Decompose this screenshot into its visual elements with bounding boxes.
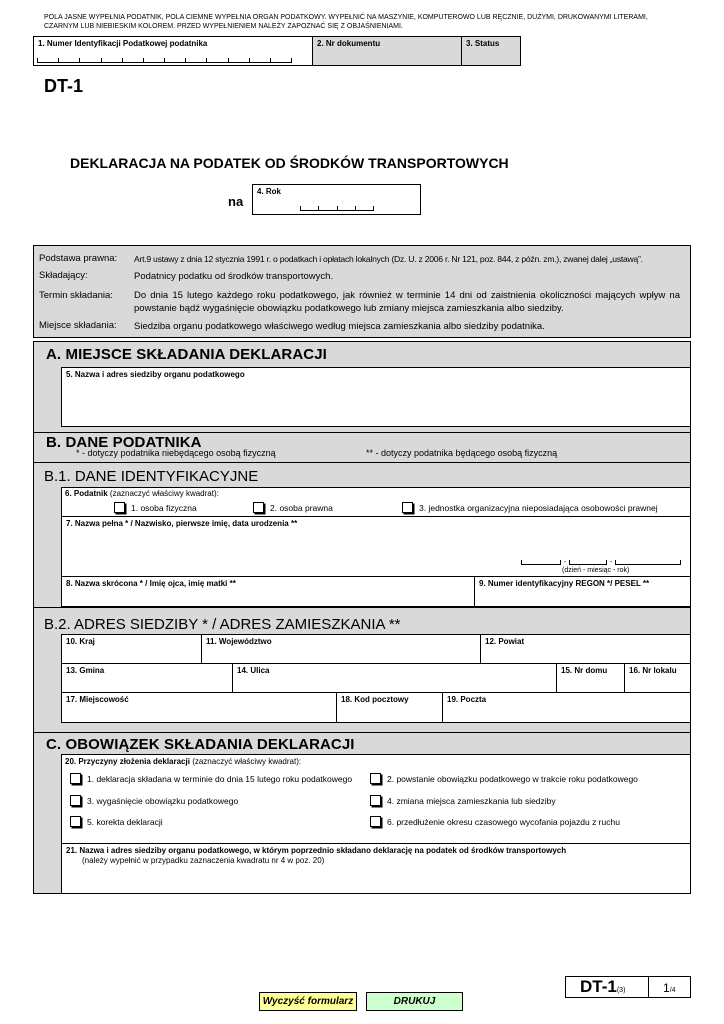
locality-field[interactable] (61, 692, 337, 723)
b2-divider (33, 607, 691, 608)
status-label: 3. Status (466, 39, 500, 48)
previous-office-hint: (należy wypełnić w przypadku zaznaczenia kwadratu nr 4 w poz. 20) (82, 856, 325, 865)
tax-office-field[interactable] (61, 367, 691, 427)
taxpayer-type-hint: (zaznaczyć właściwy kwadrat): (109, 489, 219, 498)
tax-office-label: 5. Nazwa i adres siedziby organu podatkowego (66, 370, 245, 379)
short-name-field[interactable] (61, 576, 475, 607)
b1-divider (33, 462, 691, 463)
regon-pesel-field[interactable] (474, 576, 691, 607)
section-b-note1: * - dotyczy podatnika niebędącego osobą fizyczną (76, 448, 276, 458)
reason-3[interactable] (70, 795, 238, 806)
reason-3-label: 3. wygaśnięcie obowiązku podatkowego (87, 795, 239, 806)
street-label: 14. Ulica (237, 666, 270, 675)
checkbox-icon[interactable] (253, 502, 264, 513)
locality-label: 17. Miejscowość (66, 695, 129, 704)
option-natural-person-label: 1. osoba fizyczna (131, 502, 197, 513)
print-button[interactable]: DRUKUJ (366, 992, 463, 1011)
document-number-field (312, 36, 462, 66)
voivodeship-field[interactable] (201, 634, 481, 664)
reason-5-label: 5. korekta deklaracji (87, 816, 163, 827)
reason-1-label: 1. deklaracja składana w terminie do dnia 15 lutego roku podatkowego (87, 773, 353, 784)
option-natural-person[interactable] (114, 502, 197, 513)
b2-title: B.2. ADRES SIEDZIBY * / ADRES ZAMIESZKANIA ** (44, 616, 401, 633)
apartment-number-field[interactable] (624, 663, 691, 693)
header-note-line2: CZARNYM LUB NIEBIESKIM KOLOREM. PRZED WYPEŁNIENIEM NALEŻY ZAPOZNAĆ SIĘ Z OBJAŚNIENIAMI. (44, 22, 403, 30)
section-c-divider (33, 732, 691, 733)
page-title: DEKLARACJA NA PODATEK OD ŚRODKÓW TRANSPORTOWYCH (70, 155, 509, 171)
checkbox-icon[interactable] (370, 773, 381, 784)
declaration-reasons-label-wrap (65, 757, 301, 767)
previous-office-label: 21. Nazwa i adres siedziby organu podatkowego, w którym poprzednio składano deklarację na podatek od środków transportowych (66, 846, 567, 855)
section-b-divider (33, 432, 691, 433)
document-number-label: 2. Nr dokumentu (317, 39, 381, 48)
na-label: na (228, 194, 244, 209)
taxpayer-type-label-wrap (65, 489, 219, 499)
clear-form-button[interactable]: Wyczyść formularz (259, 992, 357, 1011)
reason-2[interactable] (370, 773, 638, 784)
reason-6[interactable] (370, 816, 620, 827)
commune-label: 13. Gmina (66, 666, 105, 675)
country-label: 10. Kraj (66, 637, 95, 646)
reason-5[interactable] (70, 816, 163, 827)
house-number-label: 15. Nr domu (561, 666, 608, 675)
form-code: DT-1 (44, 76, 84, 96)
status-field (461, 36, 521, 66)
voivodeship-label: 11. Województwo (206, 637, 272, 646)
page-number-current: 1 (663, 981, 670, 995)
page-number-total: /4 (669, 987, 676, 994)
footer-code (580, 977, 625, 997)
legal-basis-label: Podstawa prawna: (39, 253, 118, 264)
checkbox-icon[interactable] (114, 502, 125, 513)
checkbox-icon[interactable] (370, 795, 381, 806)
short-name-label: 8. Nazwa skrócona * / Imię ojca, imię matki ** (66, 579, 236, 588)
checkbox-icon[interactable] (370, 816, 381, 827)
reason-2-label: 2. powstanie obowiązku podatkowego w trakcie roku podatkowego (387, 773, 638, 784)
filer-text: Podatnicy podatku od środków transportowych. (134, 271, 334, 282)
section-b-title: B. DANE PODATNIKA (46, 434, 202, 451)
header-note-line1: POLA JASNE WYPEŁNIA PODATNIK, POLA CIEMNE WYPEŁNIA ORGAN PODATKOWY. WYPEŁNIĆ NA MASZYNIE, KOMPUTEROWO LUB RĘCZNIE, DUŻYMI, DRUKOWANYMI LITERAMI, (44, 14, 648, 21)
previous-office-field[interactable] (61, 843, 691, 894)
place-text: Siedziba organu podatkowego właściwego według miejsca zamieszkania albo siedziby podatnika. (134, 321, 545, 332)
page-number (663, 979, 676, 997)
reason-4-label: 4. zmiana miejsca zamieszkania lub siedziby (387, 795, 556, 806)
filer-label: Składający: (39, 270, 88, 281)
option-legal-person[interactable] (253, 502, 333, 513)
commune-field[interactable] (61, 663, 233, 693)
apartment-number-label: 16. Nr lokalu (629, 666, 677, 675)
deadline-text: Do dnia 15 lutego każdego roku podatkowego, jak również w terminie 14 dni od zaistnienia okoliczności mających wpływ na powstanie bądź wygaśnięcie obowiązku podatkowego lub zmiany miejsca zamieszkania albo siedziby. (134, 290, 680, 314)
nip-comb-marks (37, 58, 292, 64)
header-note (44, 14, 694, 31)
post-office-label: 19. Poczta (447, 695, 487, 704)
section-b-note2: ** - dotyczy podatnika będącego osobą fizyczną (366, 448, 558, 458)
date-hint: (dzień - miesiąc - rok) (562, 567, 630, 574)
year-label: 4. Rok (257, 187, 282, 196)
option-organizational-unit[interactable] (402, 502, 658, 513)
deadline-label: Termin składania: (39, 290, 113, 301)
reason-6-label: 6. przedłużenie okresu czasowego wycofania pojazdu z ruchu (387, 816, 620, 827)
section-c-title: C. OBOWIĄZEK SKŁADANIA DEKLARACJI (46, 736, 355, 753)
county-label: 12. Powiat (485, 637, 525, 646)
declaration-reasons-hint: (zaznaczyć właściwy kwadrat): (192, 757, 302, 766)
country-field[interactable] (61, 634, 202, 664)
section-a-title: A. MIEJSCE SKŁADANIA DEKLARACJI (46, 346, 327, 363)
footer-form-code: DT-1 (580, 977, 617, 996)
checkbox-icon[interactable] (70, 773, 81, 784)
footer-code-divider (648, 976, 649, 998)
reason-4[interactable] (370, 795, 556, 806)
declaration-reasons-label: 20. Przyczyny złożenia deklaracji (65, 757, 190, 766)
checkbox-icon[interactable] (402, 502, 413, 513)
year-comb (300, 206, 374, 212)
house-number-field[interactable] (556, 663, 625, 693)
b1-title: B.1. DANE IDENTYFIKACYJNE (44, 468, 259, 485)
postal-code-label: 18. Kod pocztowy (341, 695, 409, 704)
nip-field-label: 1. Numer Identyfikacji Podatkowej podatnika (38, 39, 208, 48)
legal-basis-text: Art.9 ustawy z dnia 12 stycznia 1991 r. o podatkach i opłatach lokalnych (Dz. U. z 2006 r. Nr 121, poz. 844, z późn. zm.), zwanej dalej „ustawą”. (134, 254, 643, 264)
option-organizational-unit-label: 3. jednostka organizacyjna nieposiadająca osobowości prawnej (419, 502, 658, 513)
checkbox-icon[interactable] (70, 795, 81, 806)
county-field[interactable] (480, 634, 691, 664)
postal-code-field[interactable] (336, 692, 443, 723)
taxpayer-type-label: 6. Podatnik (65, 489, 108, 498)
place-label: Miejsce składania: (39, 320, 117, 331)
checkbox-icon[interactable] (70, 816, 81, 827)
street-field[interactable] (232, 663, 557, 693)
birth-date-comb: - - (521, 559, 681, 565)
reason-1[interactable] (70, 773, 352, 784)
post-office-field[interactable] (442, 692, 691, 723)
option-legal-person-label: 2. osoba prawna (270, 502, 333, 513)
regon-pesel-label: 9. Numer identyfikacyjny REGON */ PESEL ** (479, 579, 650, 588)
full-name-label: 7. Nazwa pełna * / Nazwisko, pierwsze imię, data urodzenia ** (66, 519, 298, 528)
footer-form-version: (3) (616, 987, 626, 994)
